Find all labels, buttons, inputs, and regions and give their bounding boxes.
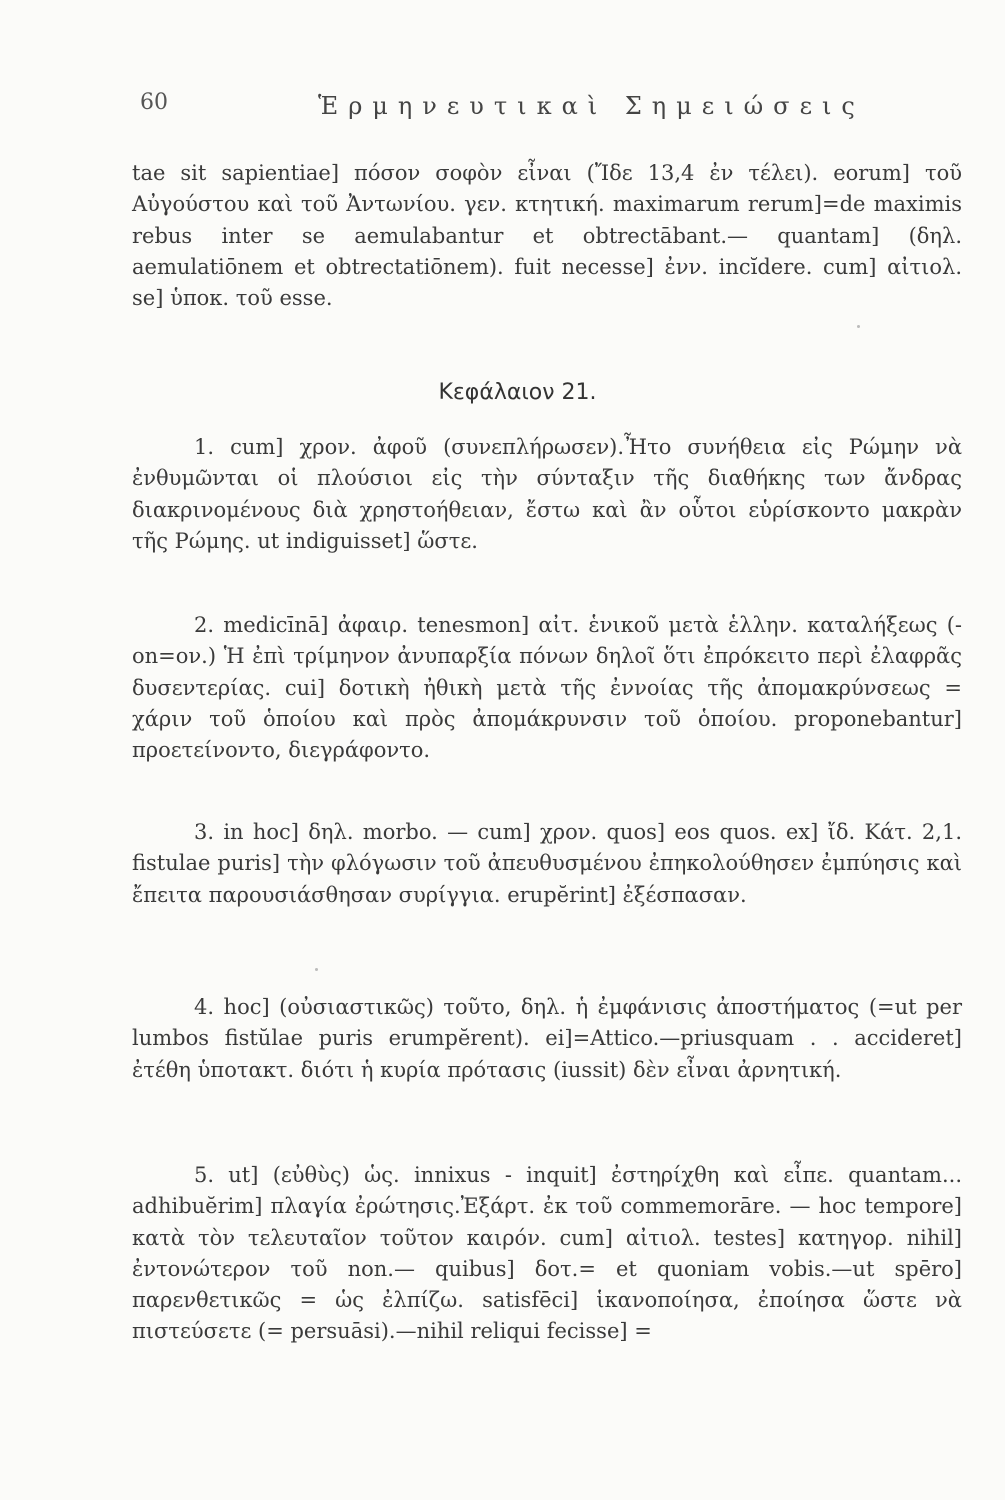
note-paragraph-3: 3. in hoc] δηλ. morbo. — cum] χρον. quos] eos quos. ex] ἴδ. Κάτ. 2,1. fistulae puris] τὴν φλόγωσιν τοῦ ἀπευθυσμένου ἐπηκολούθησεν ἐμπύησις καὶ ἔπειτα παρουσιάσθησαν συρίγγια. erupĕrint] ἐξέσπασαν. — [132, 820, 962, 907]
note-paragraph-5: 5. ut] (εὐθὺς) ὡς. innixus - inquit] ἐστηρίχθη καὶ εἶπε. quantam... adhibuĕrim] πλαγία ἐρώτησις.Ἐξάρτ. ἐκ τοῦ commemorāre. — hoc tempore] κατὰ τὸν τελευταῖον τοῦτον καιρόν. cum] αἰτιολ. testes] κατηγορ. nihil] ἐντονώτερον τοῦ non.— quibus] δοτ.= et quoniam vobis.—ut spēro] παρενθετικῶς = ὡς ἐλπίζω. satisfēci] ἱκανοποίησα, ἐποίησα ὥστε νὰ πιστεύσετε (= persuāsi).—nihil reliqui fecisse] = — [132, 1163, 962, 1344]
note-paragraph-1: 1. cum] χρον. ἀφοῦ (συνεπλήρωσεν).Ἦτο συνήθεια εἰς Ρώμην νὰ ἐνθυμῶνται οἱ πλούσιοι εἰς τὴν σύνταξιν τῆς διαθήκης των ἄνδρας διακρινομένους διὰ χρηστοήθειαν, ἔστω καὶ ἂν οὗτοι εὑρίσκοντο μακρὰν τῆς Ρώμης. ut indiguisset] ὥστε. — [132, 435, 962, 553]
note-paragraph-4: 4. hoc] (οὐσιαστικῶς) τοῦτο, δηλ. ἡ ἐμφάνισις ἀποστήματος (=ut per lumbos fistŭlae puris erumpĕrent). ei]=Attico.—priusquam . . accideret] ἐτέθη ὑποτακτ. διότι ἡ κυρία πρότασις (iussit) δὲν εἶναι ἀρνητική. — [132, 995, 962, 1082]
chapter-heading: Κεφάλαιον 21. — [438, 380, 597, 405]
continuation-paragraph: tae sit sapientiae] πόσον σοφὸν εἶναι (Ἴδε 13,4 ἐν τέλει). eorum] τοῦ Αὐγούστου καὶ τοῦ Ἀντωνίου. γεν. κτητική. maximarum rerum]=de maximis rebus inter se aemulabantur et obtrectābant.— quantam] (δηλ. aemulatiōnem et obtrectatiōnem). fuit necesse] ἐνν. incĭdere. cum] αἰτιολ. se] ὑποκ. τοῦ esse. — [132, 161, 962, 311]
paper-speck — [315, 968, 318, 971]
paper-speck — [857, 325, 860, 328]
note-paragraph-2: 2. medicīnā] ἀφαιρ. tenesmon] αἰτ. ἑνικοῦ μετὰ ἑλλην. καταλήξεως (-on=ον.) Ἡ ἐπὶ τρίμηνον ἀνυπαρξία πόνων δηλοῖ ὅτι ἐπρόκειτο περὶ ἐλαφρᾶς δυσεντερίας. cui] δοτικὴ ἠθικὴ μετὰ τῆς ἐννοίας τῆς ἀπομακρύνσεως = χάριν τοῦ ὁποίου καὶ πρὸς ἀπομάκρυνσιν τοῦ ὁποίου. proponebantur] προετείνοντο, διεγράφοντο. — [132, 613, 962, 763]
page-number: 60 — [140, 90, 168, 115]
running-title: Ἑρμηνευτικαὶ Σημειώσεις — [318, 92, 865, 120]
